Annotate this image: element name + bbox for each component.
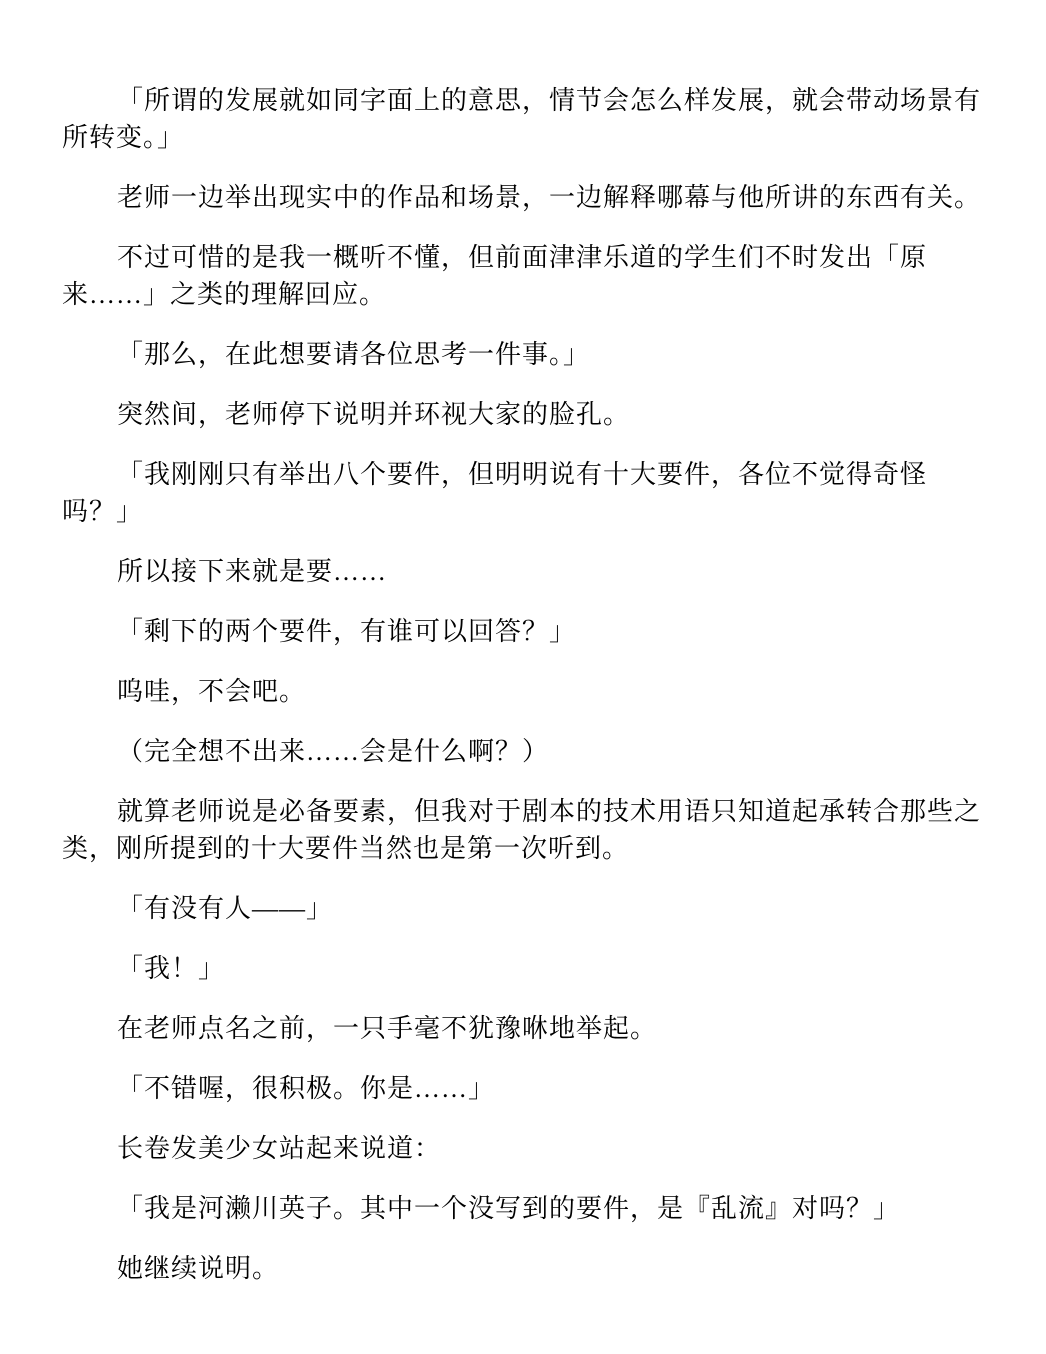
paragraph-line: 不过可惜的是我一概听不懂，但前面津津乐道的学生们不时发出「原 [117,243,928,272]
paragraph-line: 就算老师说是必备要素，但我对于剧本的技术用语只知道起承转合那些之 [117,797,982,826]
paragraph-line: （完全想不出来……会是什么啊？） [117,737,550,766]
paragraph-line: 她继续说明。 [117,1254,280,1283]
paragraph-line: 老师一边举出现实中的作品和场景，一边解释哪幕与他所讲的东西有关。 [117,183,982,212]
paragraph [62,1070,988,1107]
paragraph [62,456,988,530]
paragraph [62,1130,988,1167]
paragraph [62,336,988,373]
paragraph-line: 呜哇，不会吧。 [117,677,307,706]
paragraph [62,793,988,867]
paragraph [62,890,988,927]
paragraph-line: 长卷发美少女站起来说道： [117,1134,442,1163]
paragraph-line: 来……」之类的理解回应。 [62,280,387,309]
paragraph [62,1250,988,1287]
paragraph-line: 「不错喔，很积极。你是……」 [117,1074,496,1103]
paragraph [62,82,988,156]
paragraph-line: 所转变。」 [62,123,185,152]
paragraph [62,1010,988,1047]
paragraph-line: 「那么，在此想要请各位思考一件事。」 [117,340,591,369]
paragraph-line: 所以接下来就是要…… [117,557,388,586]
paragraph [62,1190,988,1227]
paragraph-line: 「剩下的两个要件，有谁可以回答？」 [117,617,577,646]
paragraph-line: 类，刚所提到的十大要件当然也是第一次听到。 [62,834,630,863]
paragraph [62,396,988,433]
paragraph-line: 「所谓的发展就如同字面上的意思，情节会怎么样发展，就会带动场景有 [117,86,982,115]
paragraph-line: 「有没有人——」 [117,894,334,923]
paragraph [62,553,988,590]
paragraph-line: 吗？」 [62,497,144,526]
paragraph [62,179,988,216]
paragraph-line: 在老师点名之前，一只手毫不犹豫咻地举起。 [117,1014,658,1043]
paragraph-line: 「我刚刚只有举出八个要件，但明明说有十大要件，各位不觉得奇怪 [117,460,928,489]
paragraph [62,239,988,313]
paragraph-line: 突然间，老师停下说明并环视大家的脸孔。 [117,400,631,429]
paragraph [62,733,988,770]
paragraph [62,673,988,710]
paragraph-line: 「我！」 [117,954,226,983]
paragraph [62,950,988,987]
paragraph-line: 「我是河濑川英子。其中一个没写到的要件，是『乱流』对吗？」 [117,1194,901,1223]
text-block [62,82,988,1287]
paragraph [62,613,988,650]
